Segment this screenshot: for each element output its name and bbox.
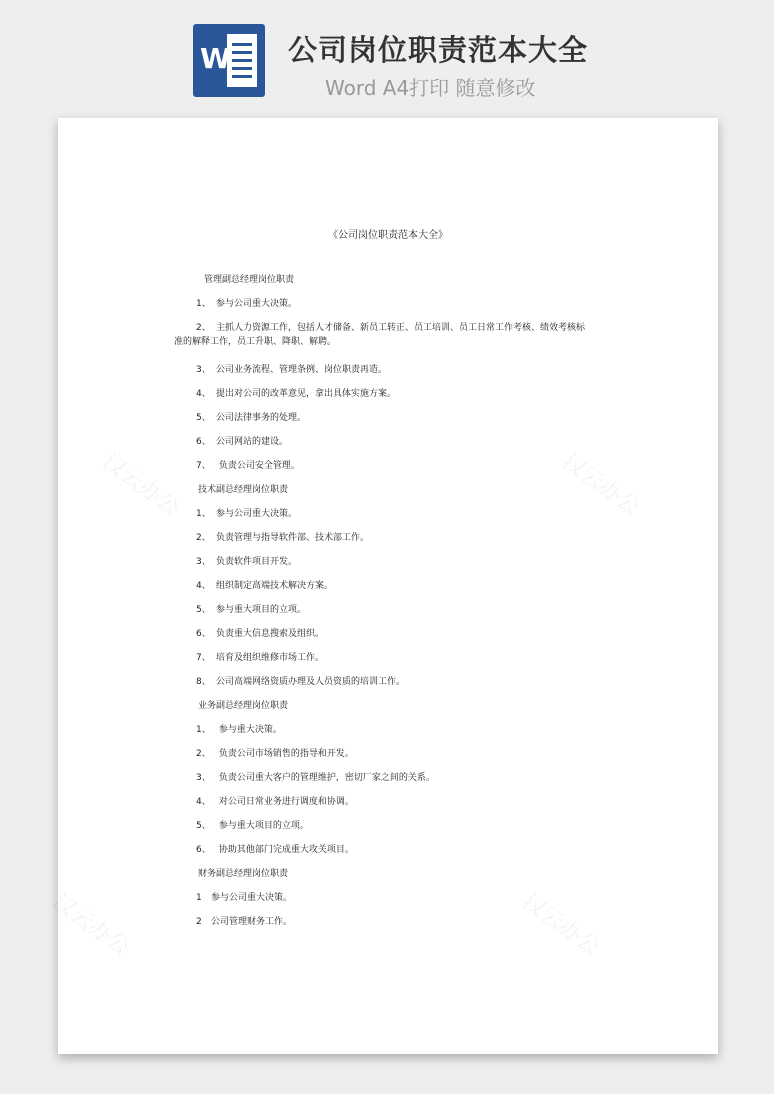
item-number: 1、 [196, 725, 211, 735]
list-item [196, 652, 324, 665]
list-item [196, 844, 354, 857]
item-text: 负责重大信息搜索及组织。 [216, 629, 325, 639]
item-number: 7、 [196, 653, 211, 663]
section-heading: 财务副总经理岗位职责 [198, 869, 289, 879]
item-number: 2 [196, 917, 202, 927]
item-number: 1、 [196, 299, 211, 309]
item-text: 公司法律事务的处理。 [216, 413, 307, 423]
list-item [196, 892, 292, 905]
list-item [196, 676, 405, 689]
item-text: 参与重大决策。 [216, 725, 282, 735]
item-number: 1 [196, 893, 202, 903]
item-text: 主抓人力资源工作，包括人才储备、新员工转正、员工培训、员工日常工作考核、绩效考核标 [216, 323, 586, 333]
watermark: 汉云办公 [97, 449, 185, 521]
item-text: 培育及组织维修市场工作。 [216, 653, 325, 663]
item-text: 参与重大项目的立项。 [216, 605, 307, 615]
list-item [196, 916, 292, 929]
item-number: 3、 [196, 365, 211, 375]
header-subtitle: Word A4打印 随意修改 [325, 76, 536, 100]
item-text: 参与重大项目的立项。 [216, 821, 309, 831]
item-text: 提出对公司的改革意见，拿出具体实施方案。 [216, 389, 397, 399]
section-heading: 业务副总经理岗位职责 [198, 701, 289, 711]
item-text: 参与公司重大决策。 [216, 509, 298, 519]
list-item [196, 748, 354, 761]
item-number: 7、 [196, 461, 211, 471]
item-number: 5、 [196, 821, 211, 831]
item-number: 2、 [196, 749, 211, 759]
watermark: 汉云办公 [557, 449, 645, 521]
list-item [196, 628, 324, 641]
item-text: 公司网站的建设。 [216, 437, 289, 447]
list-item [196, 436, 288, 449]
document-title: 《公司岗位职责范本大全》 [328, 230, 448, 241]
list-item [196, 364, 387, 377]
word-logo-icon [193, 24, 265, 97]
item-number: 5、 [196, 413, 211, 423]
list-item [196, 298, 297, 311]
item-text: 负责公司重大客户的管理维护，密切厂家之间的关系。 [216, 773, 435, 783]
item-number: 6、 [196, 629, 211, 639]
item-text: 负责软件项目开发。 [216, 557, 298, 567]
item-text: 公司业务流程、管理条例、岗位职责再造。 [216, 365, 388, 375]
list-item [196, 796, 354, 809]
list-item [196, 412, 306, 425]
item-number: 6、 [196, 437, 211, 447]
item-number: 3、 [196, 557, 211, 567]
item-number: 2、 [196, 533, 211, 543]
item-number: 1、 [196, 509, 211, 519]
item-number: 4、 [196, 389, 211, 399]
item-number: 8、 [196, 677, 211, 687]
item-text: 公司管理财务工作。 [211, 917, 293, 927]
list-item [196, 322, 585, 335]
page-header [0, 0, 774, 118]
watermark: 汉云办公 [517, 889, 605, 961]
item-text: 组织制定高端技术解决方案。 [216, 581, 334, 591]
item-number: 5、 [196, 605, 211, 615]
watermark: 汉云办公 [47, 889, 135, 961]
item-text: 负责管理与指导软件部、技术部工作。 [216, 533, 370, 543]
item-text: 负责公司安全管理。 [216, 461, 300, 471]
list-item [196, 724, 282, 737]
list-item [196, 556, 297, 569]
list-item [196, 460, 300, 473]
item-number: 4、 [196, 581, 211, 591]
item-text: 协助其他部门完成重大攻关项目。 [216, 845, 354, 855]
list-item [196, 604, 306, 617]
section-heading: 管理副总经理岗位职责 [204, 275, 295, 285]
document-page [47, 118, 718, 1054]
item-number: 3、 [196, 773, 211, 783]
item-text: 参与公司重大决策。 [216, 299, 298, 309]
logo-letter: W [200, 42, 231, 75]
item-text: 负责公司市场销售的指导和开发。 [216, 749, 354, 759]
item-number: 6、 [196, 845, 211, 855]
list-item [196, 388, 396, 401]
list-item [196, 508, 297, 521]
section-heading: 技术副总经理岗位职责 [198, 485, 289, 495]
item-text: 公司高端网络资质办理及人员资质的培训工作。 [216, 677, 406, 687]
list-item [196, 532, 369, 545]
header-title: 公司岗位职责范本大全 [288, 33, 589, 67]
list-item [196, 820, 309, 833]
list-item [196, 580, 333, 593]
item-number: 4、 [196, 797, 211, 807]
item-text: 对公司日常业务进行调度和协调。 [216, 797, 354, 807]
item-text: 参与公司重大决策。 [211, 893, 293, 903]
list-item [196, 772, 435, 785]
item-text-continued: 准的解释工作，员工升职、降职、解聘。 [174, 337, 337, 347]
item-number: 2、 [196, 323, 211, 333]
